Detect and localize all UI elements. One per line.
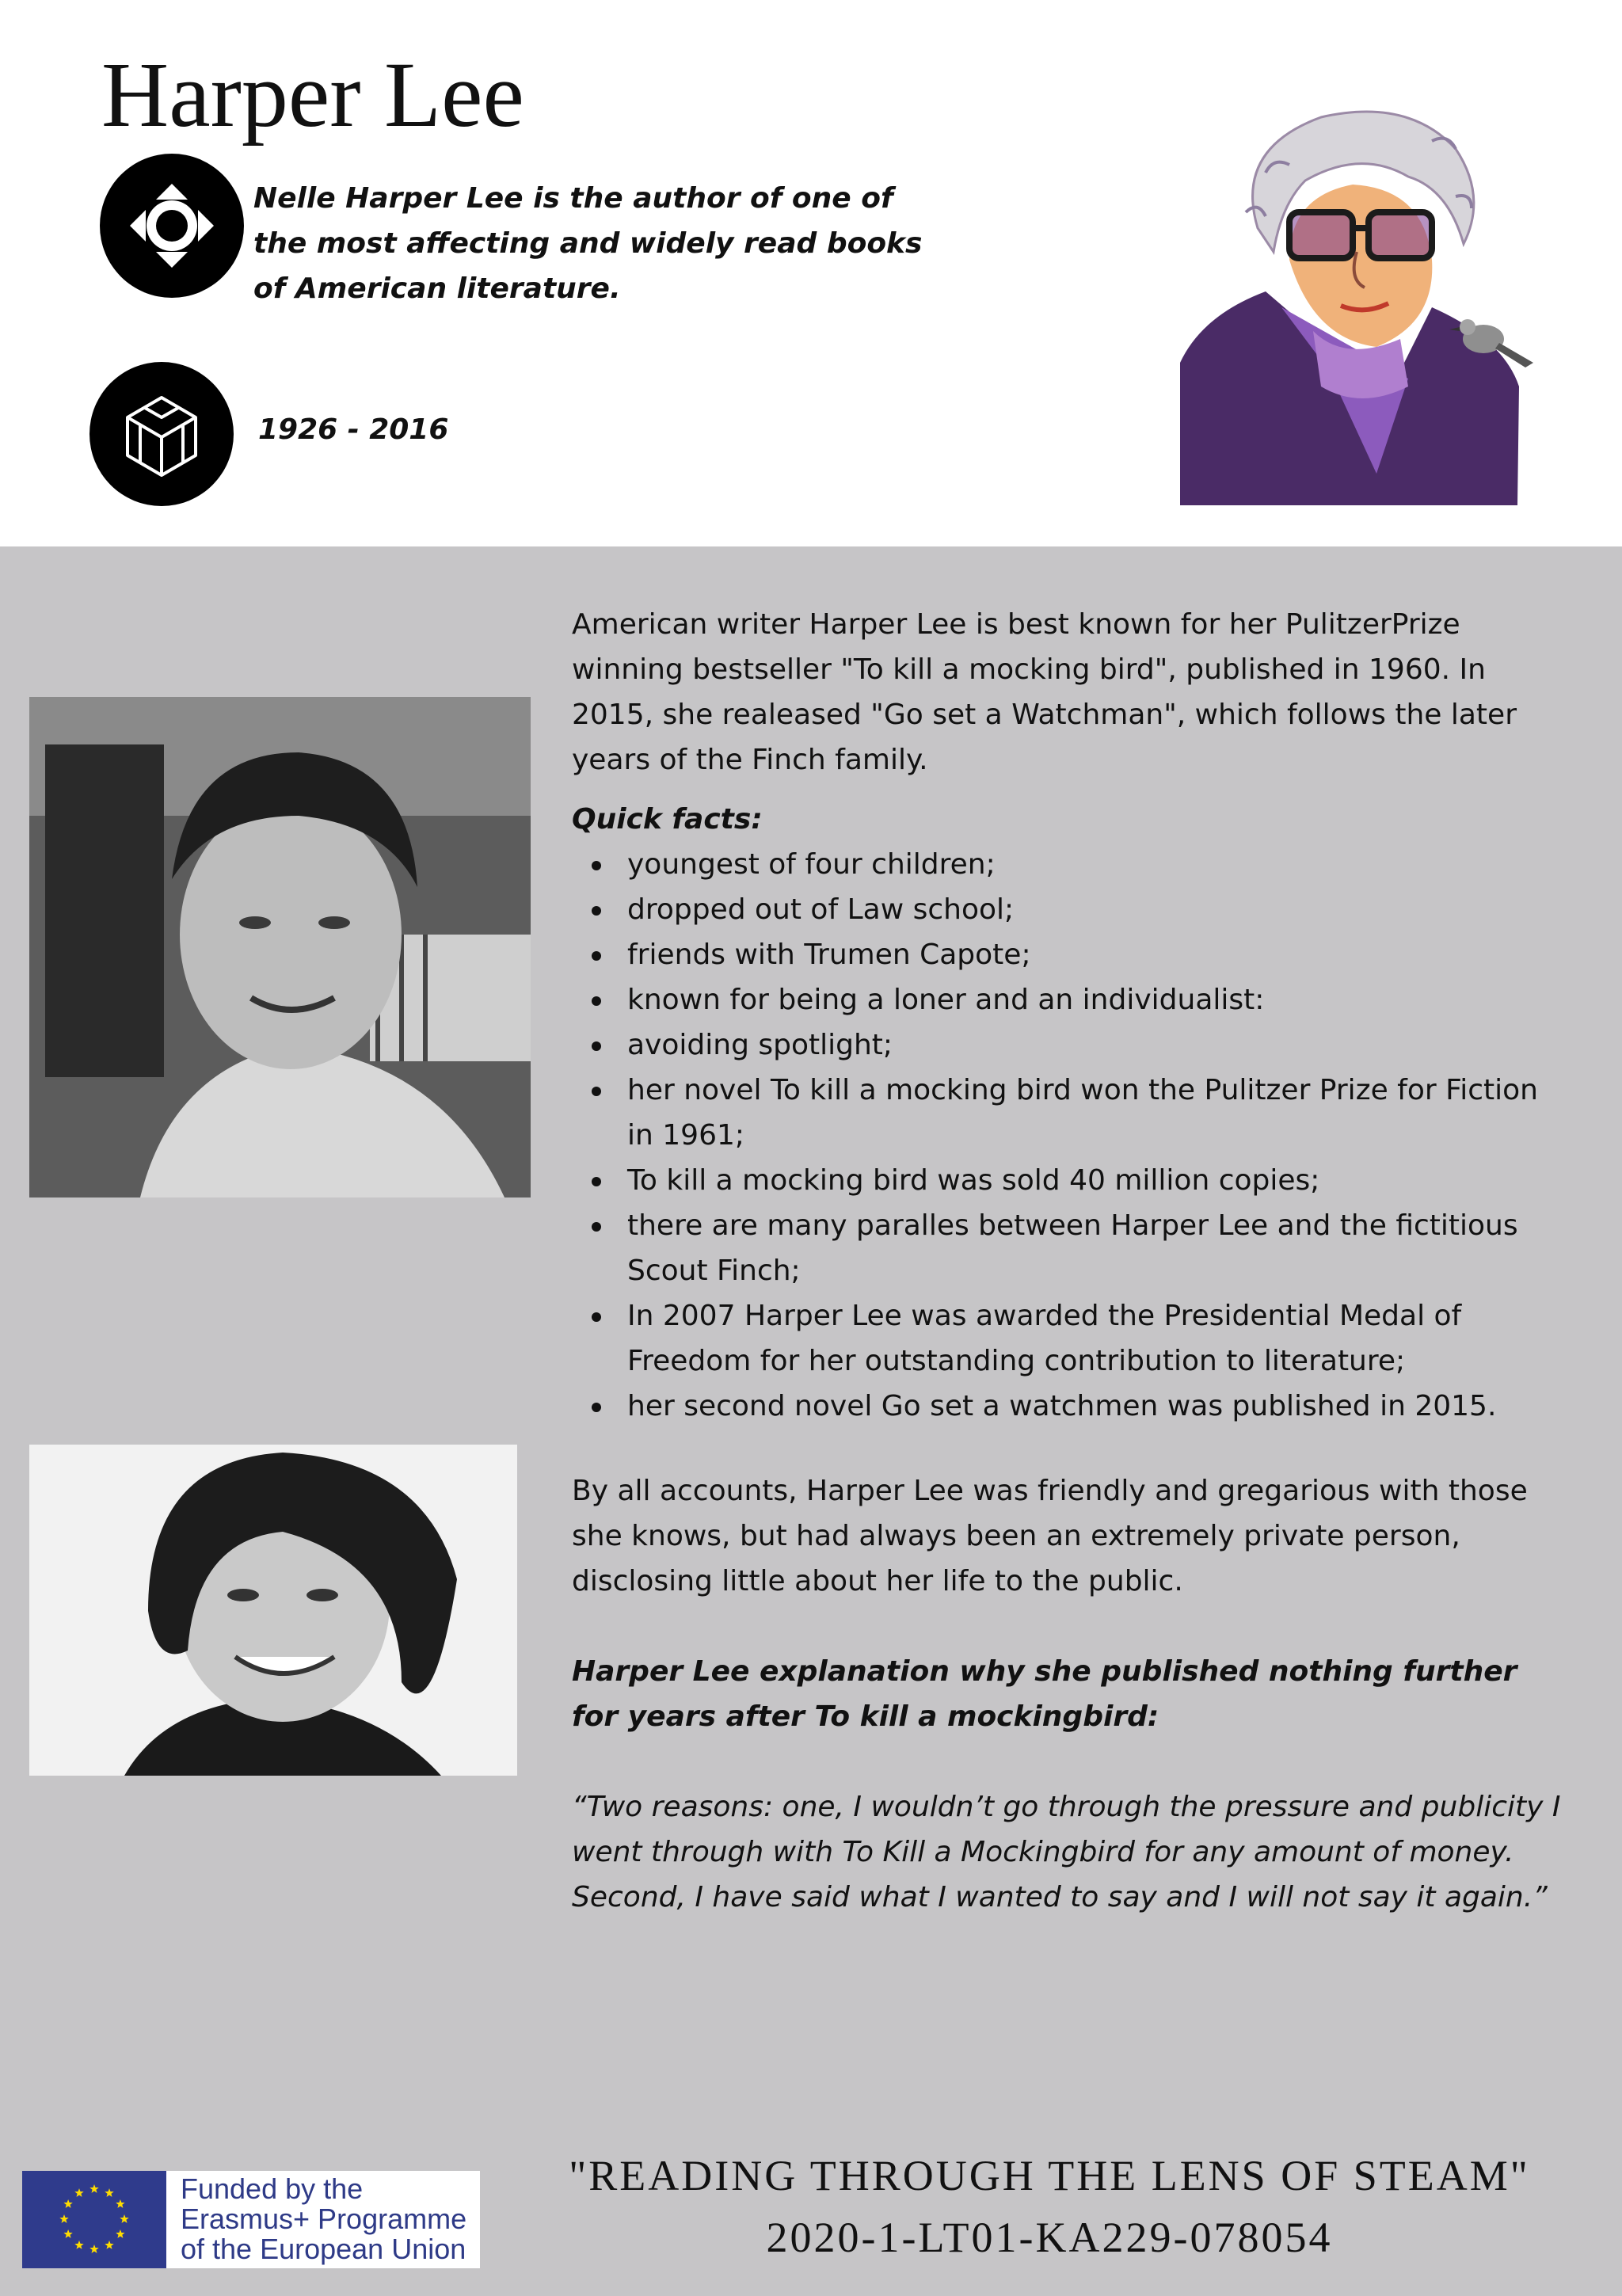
list-item: avoiding spotlight; [572,1022,1570,1068]
list-item: her novel To kill a mocking bird won the Pulitzer Prize for Fiction in 1961; [572,1068,1570,1158]
list-item: friends with Trumen Capote; [572,932,1570,977]
eu-funding-logo [22,2171,480,2268]
square-diamond-icon [100,154,244,298]
list-item: To kill a mocking bird was sold 40 million copies; [572,1158,1570,1203]
quote: “Two reasons: one, I wouldn’t go through the pressure and publicity I went through with To Kill a Mockingbird for any amount of money. Second, I have said what I wanted to say and I will not say it again.” [572,1791,1561,1913]
project-code: 2020-1-LT01-KA229-078054 [766,2214,1333,2261]
facts-heading: Quick facts: [572,803,763,836]
eu-star-icon [59,2214,68,2223]
list-item: dropped out of Law school; [572,887,1570,932]
list-item: there are many paralles between Harper Lee and the fictitious Scout Finch; [572,1203,1570,1293]
eu-star-icon [74,2241,83,2249]
project-footer [507,2145,1592,2268]
eu-line: of the European Union [181,2233,466,2265]
page-title: Harper Lee [101,43,524,147]
project-name: "READING THROUGH THE LENS OF STEAM" [569,2152,1530,2199]
eu-star-icon [105,2188,113,2197]
eu-star-icon [120,2214,128,2223]
list-item: known for being a loner and an individualist: [572,977,1570,1022]
eu-star-icon [116,2229,124,2238]
private-paragraph: By all accounts, Harper Lee was friendly and gregarious with those she knows, but had always been an extremely private person, disclosing little about her life to the public. [572,1475,1528,1597]
intro-paragraph: American writer Harper Lee is best known for her PulitzerPrize winning bestseller "To kill a mocking bird", published in 1960. In 2015, she realeased "Go set a Watchman", which follows the later years of the Finch family. [572,608,1517,776]
facts-list [572,842,1570,1429]
eu-funding-text [181,2174,478,2264]
eu-star-icon [63,2199,72,2208]
header-section [0,0,1622,546]
illustrated-portrait [1171,101,1543,513]
list-item: her second novel Go set a watchmen was published in 2015. [572,1384,1570,1429]
intro-text: Nelle Harper Lee is the author of one of the most affecting and widely read books of American literature. [253,182,923,305]
eu-line: Erasmus+ Programme [181,2203,467,2235]
explanation-heading: Harper Lee explanation why she published nothing further for years after To kill a mockingbird: [572,1655,1517,1733]
list-item: In 2007 Harper Lee was awarded the Presidential Medal of Freedom for her outstanding contribution to literature; [572,1293,1570,1384]
list-item: youngest of four children; [572,842,1570,887]
life-years: 1926 - 2016 [258,413,449,446]
harper-lee-photo-1 [29,697,531,1197]
main-text [572,602,1570,1920]
eu-star-icon [116,2199,124,2208]
eu-star-icon [89,2245,98,2253]
eu-flag-icon [22,2171,166,2268]
eu-line: Funded by the [181,2172,364,2205]
eu-star-icon [105,2241,113,2249]
eu-star-icon [74,2188,83,2197]
harper-lee-photo-2 [29,1445,517,1776]
cube-icon [89,362,234,506]
eu-star-icon [89,2184,98,2193]
eu-star-icon [63,2229,72,2238]
